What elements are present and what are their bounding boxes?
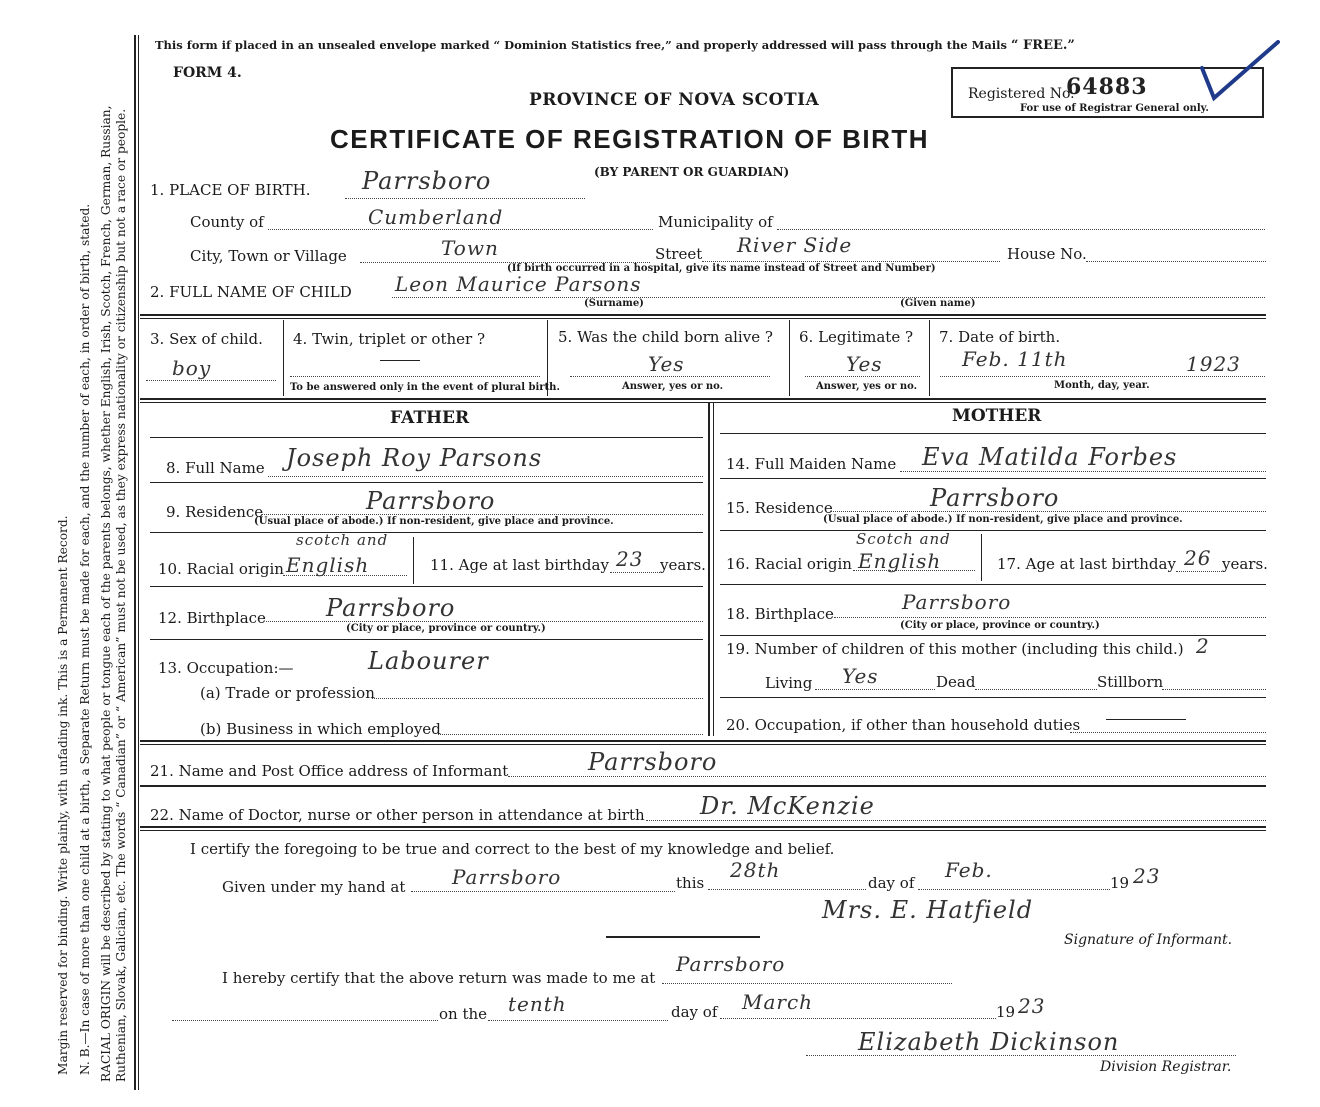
given-day-line xyxy=(708,889,866,890)
registrar-place-line xyxy=(662,983,952,984)
dob-label: 7. Date of birth. xyxy=(939,328,1061,346)
mother-racial-label: 16. Racial origin xyxy=(726,555,852,573)
child-name-label: 2. FULL NAME OF CHILD xyxy=(150,283,352,301)
row-3-divider-3 xyxy=(789,320,790,396)
hospital-note: (If birth occurred in a hospital, give its name instead of Street and Number) xyxy=(507,263,936,274)
street-line xyxy=(702,261,1000,262)
registrar-left-line xyxy=(172,1020,438,1021)
informant-bottom-rule xyxy=(140,785,1266,787)
margin-border-inner xyxy=(138,35,139,1090)
mother-residence-label: 15. Residence xyxy=(726,499,833,517)
mother-row-14-rule xyxy=(720,478,1266,479)
mother-row-16-rule xyxy=(720,584,1266,585)
father-racial-extra: scotch and xyxy=(296,531,389,549)
parents-divider xyxy=(708,402,710,736)
father-birthplace-label: 12. Birthplace xyxy=(158,609,266,627)
mother-living-label: Living xyxy=(765,674,813,692)
day-of-label: day of xyxy=(868,874,915,892)
father-racial-line xyxy=(283,575,407,576)
given-name-label: (Given name) xyxy=(900,298,976,309)
father-residence-line xyxy=(262,514,703,515)
city-value: Town xyxy=(441,236,499,260)
mother-age-label: 17. Age at last birthday xyxy=(997,555,1176,573)
father-business-label: (b) Business in which employed xyxy=(200,720,441,738)
margin-border xyxy=(134,35,136,1090)
dob-year: 1923 xyxy=(1186,352,1241,376)
row-3-bottom-border-2 xyxy=(140,402,1266,403)
mother-heading: MOTHER xyxy=(952,406,1042,426)
sex-label: 3. Sex of child. xyxy=(150,330,263,348)
mother-birthplace-label: 18. Birthplace xyxy=(726,605,834,623)
on-year-prefix: 19 xyxy=(996,1003,1016,1021)
twin-label: 4. Twin, triplet or other ? xyxy=(293,330,485,348)
given-under-label: Given under my hand at xyxy=(222,878,406,896)
certify-statement: I certify the foregoing to be true and correct to the best of my knowledge and belief. xyxy=(190,840,835,858)
on-day-line xyxy=(488,1020,668,1021)
county-label: County of xyxy=(190,213,264,231)
municipality-line xyxy=(777,229,1265,230)
mother-row-19-rule xyxy=(720,697,1266,698)
house-number-label: House No. xyxy=(1007,245,1087,263)
mother-stillborn-line xyxy=(1162,689,1266,690)
mail-notice xyxy=(155,38,1075,53)
child-name-value: Leon Maurice Parsons xyxy=(395,272,642,296)
mother-age-line xyxy=(1176,571,1222,572)
mother-row-15-rule xyxy=(720,530,1266,531)
alive-note: Answer, yes or no. xyxy=(622,381,724,392)
mother-occupation-dash xyxy=(1106,719,1186,720)
father-business-line xyxy=(438,734,703,735)
street-value: River Side xyxy=(737,233,853,257)
father-age-label: 11. Age at last birthday xyxy=(430,556,609,574)
twin-line xyxy=(290,376,540,377)
father-trade-line xyxy=(372,698,703,699)
on-month-line xyxy=(720,1018,996,1019)
mother-living-value: Yes xyxy=(842,664,879,688)
municipality-label: Municipality of xyxy=(658,213,773,231)
mother-row-18-rule xyxy=(720,635,1266,636)
given-year-value: 23 xyxy=(1133,864,1161,888)
informant-top-border-2 xyxy=(140,744,1266,745)
informant-value: Parrsboro xyxy=(588,748,718,776)
legitimate-note: Answer, yes or no. xyxy=(816,381,918,392)
row-3-top-border xyxy=(140,314,1266,316)
alive-value: Yes xyxy=(648,352,685,376)
mother-name-line xyxy=(900,471,1266,472)
sex-line xyxy=(146,380,276,381)
mother-racial-line xyxy=(853,570,975,571)
house-number-line xyxy=(1086,261,1266,262)
province-heading: PROVINCE OF NOVA SCOTIA xyxy=(529,90,820,110)
mother-occupation-line xyxy=(1070,732,1266,733)
on-month-value: March xyxy=(742,990,814,1014)
mother-heading-rule xyxy=(720,433,1266,434)
county-line xyxy=(268,229,653,230)
mother-birthplace-value: Parrsboro xyxy=(902,590,1012,614)
father-age-value: 23 xyxy=(616,547,644,571)
father-years-label: years. xyxy=(660,556,706,574)
check-mark-icon xyxy=(1196,38,1286,108)
registered-label: Registered No. xyxy=(968,86,1075,102)
mother-birthplace-line xyxy=(834,617,1266,618)
father-heading-rule xyxy=(150,437,703,438)
place-of-birth-value: Parrsboro xyxy=(362,167,492,195)
division-registrar-label: Division Registrar. xyxy=(1100,1059,1232,1075)
mother-birthplace-note: (City or place, province or country.) xyxy=(900,620,1100,631)
informant-line xyxy=(508,776,1266,777)
mother-living-line xyxy=(815,689,935,690)
mail-notice-text: This form if placed in an unsealed envelope marked “ Dominion Statistics free,” and properly addressed will pass through the Mails xyxy=(155,38,1008,52)
doctor-label: 22. Name of Doctor, nurse or other person in attendance at birth xyxy=(150,806,645,824)
given-under-place-line xyxy=(411,891,675,892)
informant-label: 21. Name and Post Office address of Informant xyxy=(150,762,509,780)
registrar-statement: I hereby certify that the above return was made to me at xyxy=(222,969,656,987)
margin-note-plural-birth: N. B.—In case of more than one child at a birth, a Separate Return must be made for each, and the number of each, in order of birth, stated. xyxy=(78,203,92,1075)
dob-note: Month, day, year. xyxy=(1054,380,1150,391)
mother-racial-value: English xyxy=(858,549,942,573)
row-3-top-border-2 xyxy=(140,318,1266,319)
child-name-line xyxy=(392,297,1265,298)
father-age-line xyxy=(610,572,660,573)
row-3-bottom-border xyxy=(140,398,1266,400)
mother-racial-extra: Scotch and xyxy=(856,530,951,548)
mother-name-value: Eva Matilda Forbes xyxy=(922,443,1178,471)
on-year-value: 23 xyxy=(1018,994,1046,1018)
registrar-signature: Elizabeth Dickinson xyxy=(858,1028,1120,1056)
registrar-signature-line xyxy=(806,1055,1236,1056)
doctor-value: Dr. McKenzie xyxy=(700,792,875,820)
surname-label: (Surname) xyxy=(584,298,644,309)
father-racial-label: 10. Racial origin xyxy=(158,560,284,578)
mother-residence-line xyxy=(830,511,1266,512)
informant-signature: Mrs. E. Hatfield xyxy=(822,896,1034,924)
father-name-line xyxy=(268,476,703,477)
twin-dash xyxy=(380,360,420,361)
mother-racial-divider xyxy=(981,534,982,581)
father-occupation-label: 13. Occupation:— xyxy=(158,659,294,677)
informant-top-border xyxy=(140,740,1266,742)
margin-note-binding: Margin reserved for binding. Write plainly, with unfading ink. This is a Permanent Record. xyxy=(56,515,70,1075)
day-of-label-2: day of xyxy=(671,1003,718,1021)
father-birthplace-value: Parrsboro xyxy=(326,594,456,622)
sex-value: boy xyxy=(172,356,212,380)
mother-children-label: 19. Number of children of this mother (including this child.) xyxy=(726,640,1184,658)
mother-name-label: 14. Full Maiden Name xyxy=(726,455,897,473)
margin-note-racial-origin-2: Ruthenian, Slovak, Galician, etc. The words “ Canadian” or “ American” must not be used, as they express nationality or citizenship but not a race or people. xyxy=(114,108,128,1082)
dob-line xyxy=(940,376,1265,377)
father-residence-value: Parrsboro xyxy=(366,487,496,515)
street-label: Street xyxy=(655,245,703,263)
dob-value: Feb. 11th xyxy=(962,347,1068,371)
alive-label: 5. Was the child born alive ? xyxy=(558,328,773,346)
informant-signature-line xyxy=(606,936,760,938)
given-month-value: Feb. xyxy=(945,858,993,882)
on-the-label: on the xyxy=(439,1005,488,1023)
registrar-use-note: For use of Registrar General only. xyxy=(1020,103,1209,114)
margin-note-racial-origin-1: RACIAL ORIGIN will be described by stating to what people or tongue each of the parents belongs, whether English, Irish, Scotch, French, German, Russian, xyxy=(99,105,113,1082)
legitimate-line xyxy=(805,376,920,377)
father-residence-label: 9. Residence xyxy=(166,503,264,521)
given-day-value: 28th xyxy=(730,858,781,882)
father-racial-value: English xyxy=(286,553,370,577)
city-label: City, Town or Village xyxy=(190,247,347,265)
mother-children-value: 2 xyxy=(1196,634,1210,658)
mother-years-label: years. xyxy=(1222,555,1268,573)
father-row-8-rule xyxy=(150,482,703,483)
father-name-label: 8. Full Name xyxy=(166,459,265,477)
mother-abode-note: (Usual place of abode.) If non-resident, give place and province. xyxy=(823,514,1183,525)
father-heading: FATHER xyxy=(390,408,470,428)
father-racial-divider xyxy=(413,537,414,584)
father-trade-label: (a) Trade or profession xyxy=(200,684,375,702)
father-birthplace-note: (City or place, province or country.) xyxy=(346,623,546,634)
legitimate-label: 6. Legitimate ? xyxy=(799,328,914,346)
signature-of-informant-label: Signature of Informant. xyxy=(1064,932,1233,948)
doctor-line xyxy=(646,820,1266,821)
twin-note: To be answered only in the event of plural birth. xyxy=(290,382,560,393)
row-3-divider-4 xyxy=(929,320,930,396)
form-number: FORM 4. xyxy=(173,65,242,81)
registrar-place: Parrsboro xyxy=(676,952,786,976)
doctor-bottom-border-2 xyxy=(140,830,1266,831)
mother-age-value: 26 xyxy=(1184,546,1212,570)
place-of-birth-label: 1. PLACE OF BIRTH. xyxy=(150,181,311,199)
father-row-10-rule xyxy=(150,586,703,587)
mother-occupation-label: 20. Occupation, if other than household duties xyxy=(726,716,1081,734)
father-abode-note: (Usual place of abode.) If non-resident, give place and province. xyxy=(254,516,614,527)
father-row-12-rule xyxy=(150,639,703,640)
father-row-9-rule xyxy=(150,532,703,533)
mother-stillborn-label: Stillborn xyxy=(1097,673,1164,691)
mail-notice-free: “ FREE.” xyxy=(1011,38,1075,53)
legitimate-value: Yes xyxy=(846,352,883,376)
mother-dead-line xyxy=(975,689,1097,690)
document-title: CERTIFICATE OF REGISTRATION OF BIRTH xyxy=(330,124,930,154)
alive-line xyxy=(570,376,770,377)
given-year-prefix: 19 xyxy=(1110,874,1130,892)
given-under-place: Parrsboro xyxy=(452,865,562,889)
registered-value: 64883 xyxy=(1066,74,1148,100)
county-value: Cumberland xyxy=(368,205,504,229)
doctor-bottom-border xyxy=(140,826,1266,828)
given-month-line xyxy=(918,889,1110,890)
place-of-birth-line xyxy=(345,198,585,199)
this-label: this xyxy=(676,874,705,892)
mother-dead-label: Dead xyxy=(936,673,976,691)
document-subtitle: (BY PARENT OR GUARDIAN) xyxy=(594,165,790,179)
father-name-value: Joseph Roy Parsons xyxy=(286,444,543,472)
row-3-divider-1 xyxy=(283,320,284,396)
mother-residence-value: Parrsboro xyxy=(930,484,1060,512)
parents-divider-2 xyxy=(713,402,714,736)
father-occupation-value: Labourer xyxy=(368,647,489,675)
on-day-value: tenth xyxy=(508,992,567,1016)
father-birthplace-line xyxy=(266,621,703,622)
